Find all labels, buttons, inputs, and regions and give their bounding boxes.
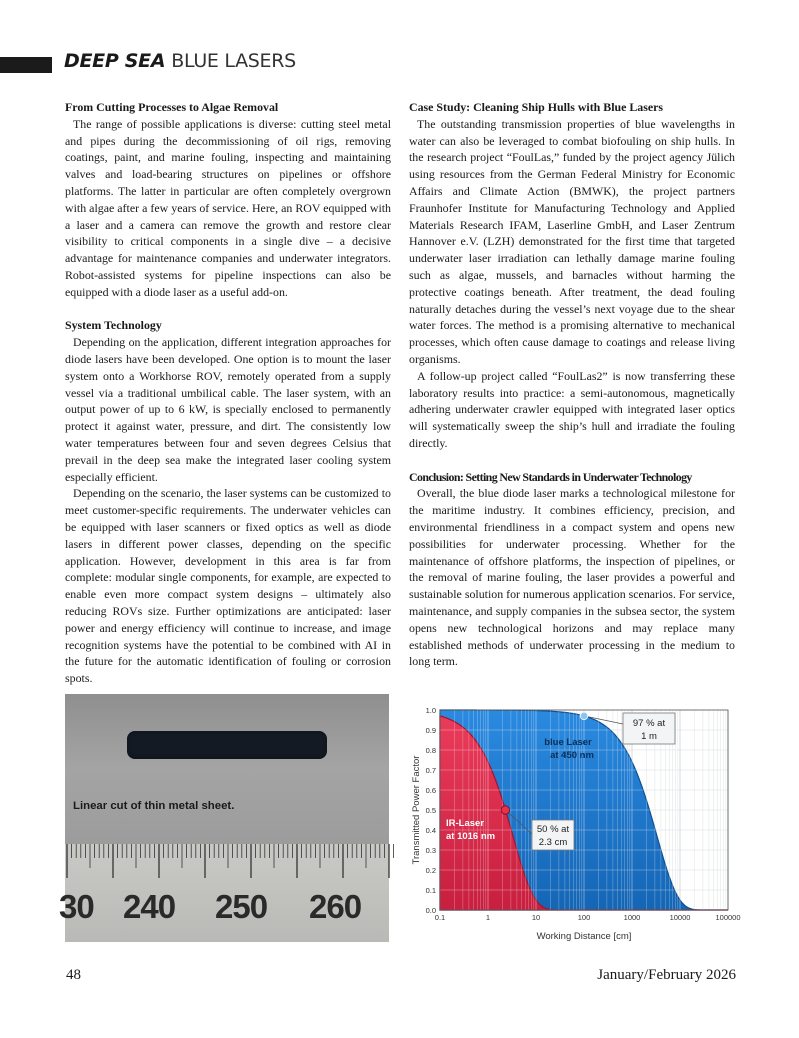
metal-cut-photo <box>59 694 389 942</box>
y-tick-label: 0.4 <box>425 826 436 835</box>
section-heading: System Technology <box>65 318 162 333</box>
y-tick-label: 0.2 <box>425 866 436 875</box>
y-tick-label: 0.6 <box>425 786 436 795</box>
body-paragraph: The range of possible applications is diverse: cutting steel metal and pipes during the decommissioning of oil rigs, removing coatings, paint, and marine fouling, inspecting and maintaining valves and load-bearing structures on pipelines or offshore platforms. The latter in particular are often completely overgrown with algae after a few years of service. Here, an ROV equipped with a laser and a camera can remove the growth and restore clear visibility to critical components in a single dive – a decisive advantage for maintenance companies and underwater integrators. Robot-assisted systems for pipeline inspections can also be equipped with a diode laser as a useful add-on. <box>65 116 391 299</box>
page-number: 48 <box>66 967 81 983</box>
article-column-left <box>65 99 391 687</box>
body-paragraph: The outstanding transmission properties of blue wavelengths in water can also be leveraged to combat biofouling on ship hulls. In the research project “FoulLas,” funded by the project agency Jülich using resources from the German Federal Ministry for Economic Affairs and Climate Action (BMWK), the project partners Fraunhofer Institute for Manufacturing Technology and Applied Materials Research IFAM, Laserline GmbH, and Laser Zentrum Hannover e.V. (LZH) demonstrated for the first time that targeted underwater laser irradiation can lethally damage marine fouling such as algae, mussels, and barnacles without harming the protective coatings beneath. After treatment, the dead fouling naturally detaches during the vessel’s next voyage due to the shear water forces. The method is a promising alternative to mechanical processes, which often cause damage to coatings and release living organisms. <box>409 116 735 366</box>
y-tick-label: 0.3 <box>425 846 436 855</box>
article-column-right <box>409 99 735 670</box>
ir-series-label: IR-Laser <box>446 818 485 829</box>
x-tick-label: 100000 <box>715 913 741 922</box>
ir-marker <box>501 806 509 814</box>
blue-marker <box>580 712 588 720</box>
issue-date: January/February 2026 <box>597 967 736 983</box>
y-tick-label: 0.1 <box>425 886 436 895</box>
body-paragraph: Depending on the scenario, the laser systems can be customized to meet customer-specific requirements. The underwater vehicles can be equipped with laser scanners or fixed optics as well as diode lasers in different power classes, depending on the specific application. However, development in this area is far from complete: modular single components, for example, are expected to enable even more compact system designs – ultimately also reducing ROVs size. Further optimizations are anticipated: laser power and energy efficiency will continue to increase, and image recognition systems have the potential to be combined with AI in the future for the automatic identification of fouling or corrosion spots. <box>65 486 391 686</box>
ruler <box>59 844 389 942</box>
y-tick-label: 0.9 <box>425 726 436 735</box>
paragraph-spacer <box>409 452 735 469</box>
y-tick-label: 1.0 <box>425 706 436 715</box>
blue-series-label: blue Laser <box>544 737 592 748</box>
blue-callout-text: 97 % at <box>632 718 666 729</box>
blue-series-label: at 450 nm <box>550 750 594 761</box>
ir-callout-text: 50 % at <box>536 824 570 835</box>
x-tick-label: 1000 <box>623 913 641 922</box>
y-axis-label: Transmitted Power Factor <box>411 755 422 865</box>
x-tick-label: 0.1 <box>434 913 446 922</box>
section-header <box>64 50 296 72</box>
y-tick-label: 0.0 <box>425 906 436 915</box>
x-axis-label: Working Distance [cm] <box>536 931 632 942</box>
body-paragraph: Overall, the blue diode laser marks a technological milestone for the maritime industry. It combines efficiency, precision, and environmental friendliness in a compact system and opens new possibilities for underwater processing. Whether for the maintenance of offshore platforms, the inspection of pipelines, or the removal of marine fouling, the laser provides a powerful and sustainable solution for numerous application scenarios. For service, maintenance, and supply companies in the subsea sector, the system opens new technological horizons and may replace many established methods of underwater processing in the medium to long term. <box>409 486 735 669</box>
ruler-number: 240 <box>123 888 176 925</box>
section-subtitle: BLUE LASERS <box>171 50 296 72</box>
section-heading: Case Study: Cleaning Ship Hulls with Blue Lasers <box>409 100 664 114</box>
x-tick-label: 100 <box>577 913 591 922</box>
body-paragraph: Depending on the application, different integration approaches for diode lasers have been developed. One option is to mount the laser system onto a Workhorse ROV, remotely operated from a supply vessel via a traditional umbilical cable. The laser system, with an output power of up to 6 kW, is specially enclosed to permanently protect it against water, pressure, and dirt. The consistently low water temperatures between four and seven degrees Celsius that prevail in the deep sea make the integrated laser cooling system especially efficient. <box>65 335 391 484</box>
transmission-chart-svg <box>410 694 741 944</box>
blue-callout-text: 1 m <box>641 731 657 742</box>
photo-caption: Linear cut of thin metal sheet. <box>73 800 235 812</box>
section-heading: From Cutting Processes to Algae Removal <box>65 100 279 114</box>
ir-series-label: at 1016 nm <box>446 831 496 842</box>
x-tick-label: 10000 <box>669 913 691 922</box>
ir-callout-text: 2.3 cm <box>538 837 568 848</box>
ruler-number: 260 <box>309 888 362 925</box>
section-marker-bar <box>0 57 52 73</box>
section-title: DEEP SEA <box>64 50 166 72</box>
ruler-number: 30 <box>59 888 94 925</box>
x-tick-label: 1 <box>485 913 491 922</box>
laser-cut-line <box>127 731 327 759</box>
y-tick-label: 0.8 <box>425 746 436 755</box>
y-tick-label: 0.7 <box>425 766 436 775</box>
paragraph-spacer <box>65 301 391 318</box>
section-heading: Conclusion: Setting New Standards in Underwater Technology <box>409 469 692 484</box>
body-paragraph: A follow-up project called “FoulLas2” is now transferring these laboratory results into practice: a semi-autonomous, magnetically adhering underwater crawler equipped with integrated laser optics will systematically sweep the ship’s hull and irradiate the fouling directly. <box>409 368 735 450</box>
ruler-number: 250 <box>215 888 268 925</box>
transmission-chart <box>410 694 741 944</box>
x-tick-label: 10 <box>531 913 541 922</box>
y-tick-label: 0.5 <box>425 806 436 815</box>
